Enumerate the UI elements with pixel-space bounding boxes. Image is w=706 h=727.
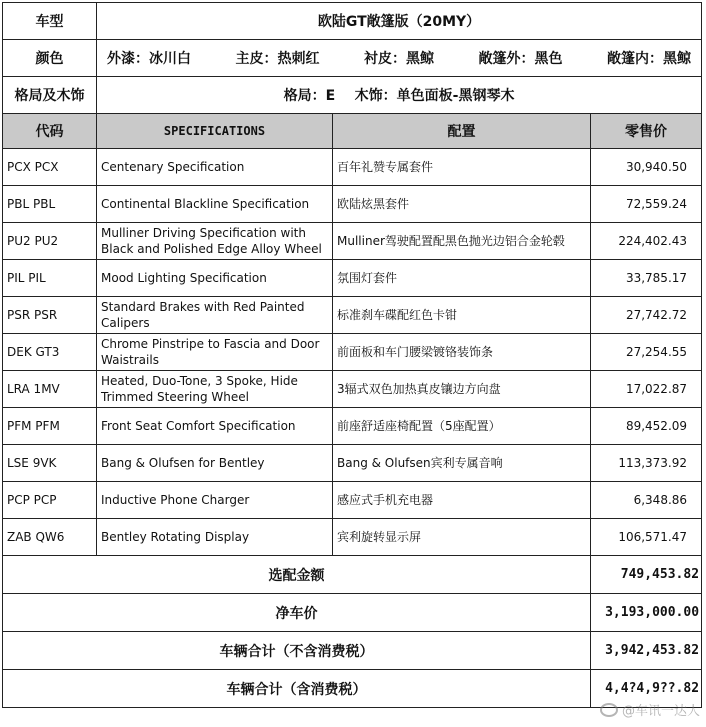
item-price: 27,742.72 (591, 297, 702, 334)
item-config: 欧陆炫黑套件 (333, 186, 591, 223)
layout-label: 格局及木饰 (3, 77, 97, 114)
item-config: 氛围灯套件 (333, 260, 591, 297)
model-label: 车型 (3, 3, 97, 40)
item-price: 224,402.43 (591, 223, 702, 260)
item-code: LRA 1MV (3, 371, 97, 408)
table-row (3, 149, 702, 186)
table-row (3, 334, 702, 371)
item-spec: Standard Brakes with Red Painted Calipers (97, 297, 333, 334)
table-row (3, 260, 702, 297)
item-spec: Heated, Duo-Tone, 3 Spoke, Hide Trimmed Steering Wheel (97, 371, 333, 408)
table-row (3, 297, 702, 334)
item-price: 27,254.55 (591, 334, 702, 371)
total-value: 4,4?4,9??.82 (591, 670, 702, 708)
item-price: 30,940.50 (591, 149, 702, 186)
total-row (3, 594, 702, 632)
col-config-header: 配置 (333, 114, 591, 149)
item-spec: Inductive Phone Charger (97, 482, 333, 519)
table-row (3, 371, 702, 408)
item-config: Mulliner驾驶配置配黑色抛光边铝合金轮毂 (333, 223, 591, 260)
item-spec: Mulliner Driving Specification with Black and Polished Edge Alloy Wheel (97, 223, 333, 260)
model-value: 欧陆GT敞篷版（20MY） (97, 3, 702, 40)
table-row (3, 186, 702, 223)
item-spec: Centenary Specification (97, 149, 333, 186)
item-code: PU2 PU2 (3, 223, 97, 260)
item-price: 17,022.87 (591, 371, 702, 408)
item-code: PCP PCP (3, 482, 97, 519)
item-spec: Bentley Rotating Display (97, 519, 333, 556)
item-price: 89,452.09 (591, 408, 702, 445)
color-label: 颜色 (3, 40, 97, 77)
roof-inner-color: 敞篷内：黑鲸 (607, 51, 691, 67)
column-header-row (3, 114, 702, 149)
item-code: ZAB QW6 (3, 519, 97, 556)
col-price-header: 零售价 (591, 114, 702, 149)
total-label: 选配金额 (3, 556, 591, 594)
item-code: PIL PIL (3, 260, 97, 297)
col-spec-header: SPECIFICATIONS (97, 114, 333, 149)
color-values (97, 40, 702, 77)
roof-outer-color: 敞篷外：黑色 (478, 51, 563, 67)
item-code: DEK GT3 (3, 334, 97, 371)
item-price: 6,348.86 (591, 482, 702, 519)
table-row (3, 519, 702, 556)
total-value: 3,193,000.00 (591, 594, 702, 632)
item-spec: Mood Lighting Specification (97, 260, 333, 297)
total-value: 3,942,453.82 (591, 632, 702, 670)
item-price: 72,559.24 (591, 186, 702, 223)
color-row (3, 40, 702, 77)
total-row (3, 556, 702, 594)
total-label: 车辆合计（不含消费税） (3, 632, 591, 670)
item-code: LSE 9VK (3, 445, 97, 482)
item-price: 113,373.92 (591, 445, 702, 482)
total-label: 净车价 (3, 594, 591, 632)
item-config: 百年礼赞专属套件 (333, 149, 591, 186)
item-price: 106,571.47 (591, 519, 702, 556)
layout-value: 格局：E 木饰：单色面板-黑钢琴木 (97, 77, 702, 114)
watermark-text: @车讯一达人 (621, 704, 700, 719)
item-code: PBL PBL (3, 186, 97, 223)
price-sheet (2, 2, 702, 708)
item-config: Bang & Olufsen宾利专属音响 (333, 445, 591, 482)
item-config: 宾利旋转显示屏 (333, 519, 591, 556)
item-price: 33,785.17 (591, 260, 702, 297)
item-spec: Continental Blackline Specification (97, 186, 333, 223)
exterior-color: 外漆：冰川白 (107, 51, 191, 67)
item-code: PSR PSR (3, 297, 97, 334)
item-config: 标准刹车碟配红色卡钳 (333, 297, 591, 334)
weibo-icon (600, 703, 618, 717)
total-value: 749,453.82 (591, 556, 702, 594)
item-config: 3辐式双色加热真皮镶边方向盘 (333, 371, 591, 408)
item-spec: Bang & Olufsen for Bentley (97, 445, 333, 482)
table-row (3, 445, 702, 482)
layout-row (3, 77, 702, 114)
table-row (3, 482, 702, 519)
total-row (3, 632, 702, 670)
main-leather-color: 主皮：热刺红 (235, 51, 320, 67)
watermark (600, 700, 700, 719)
table-row (3, 223, 702, 260)
model-row (3, 3, 702, 40)
total-row (3, 670, 702, 708)
col-code-header: 代码 (3, 114, 97, 149)
table-row (3, 408, 702, 445)
item-code: PFM PFM (3, 408, 97, 445)
item-config: 前面板和车门腰梁镀铬装饰条 (333, 334, 591, 371)
item-code: PCX PCX (3, 149, 97, 186)
item-config: 前座舒适座椅配置（5座配置） (333, 408, 591, 445)
item-spec: Front Seat Comfort Specification (97, 408, 333, 445)
total-label: 车辆合计（含消费税） (3, 670, 591, 708)
item-spec: Chrome Pinstripe to Fascia and Door Waistrails (97, 334, 333, 371)
item-config: 感应式手机充电器 (333, 482, 591, 519)
secondary-leather-color: 衬皮：黑鲸 (364, 51, 434, 67)
